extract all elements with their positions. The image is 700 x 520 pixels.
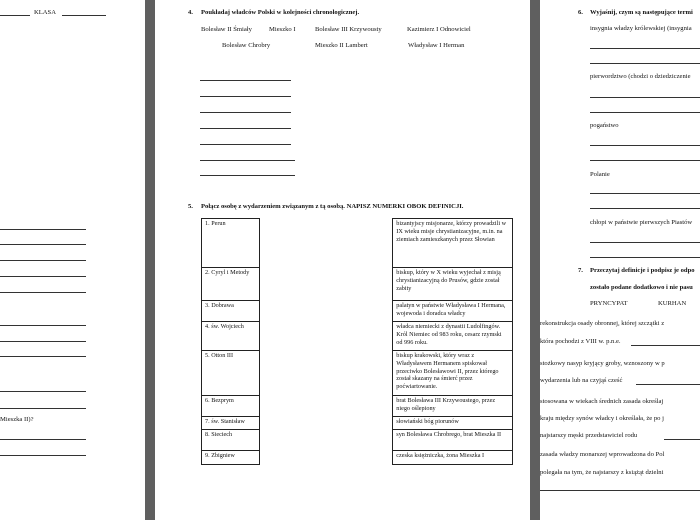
term-answer-line[interactable] (590, 97, 700, 98)
term-answer-line[interactable] (590, 193, 700, 194)
table-row (202, 396, 513, 417)
person-cell: 2. Cyryl i Metody (202, 268, 260, 301)
term-label: chłopi w państwie pierwszych Piastów (590, 219, 693, 226)
term-label: insygnia władzy królewskiej (insygnia (590, 25, 692, 32)
answer-line[interactable] (0, 229, 86, 230)
task5-prompt: Połącz osobę z wydarzeniem związanym z tą osobą. NAPISZ NUMERKI OBOK DEFINICJI. (201, 203, 464, 210)
definition-cell[interactable]: władca niemiecki z dynastii Ludolfingów. Król Niemiec od 983 roku, cesarz rzymski od 996 roku. (393, 322, 513, 351)
question-tail: Mieszka II)? (0, 416, 34, 423)
definition-cell[interactable]: syn Bolesława Chrobrego, brat Mieszka II (393, 430, 513, 451)
ruler-option: Bolesław Chrobry (222, 42, 271, 49)
definition-text: stosowana w wiekach średnich zasada określaj (540, 398, 664, 405)
ruler-answer-line[interactable] (200, 96, 291, 97)
definition-text: rekonstrukcja osady obronnej, której szczątki z (540, 320, 665, 327)
term-answer-line[interactable] (590, 242, 700, 243)
ruler-option: Mieszko I (269, 26, 296, 33)
task7-prompt-line2: zostało podane dodatkowo i nie pasu (590, 284, 693, 291)
definition-answer-line[interactable] (540, 490, 700, 491)
definition-cell[interactable]: czeska księżniczka, żona Mieszka I (393, 451, 513, 465)
ruler-answer-line[interactable] (200, 112, 291, 113)
ruler-option: Kazimierz I Odnowiciel (407, 26, 471, 33)
term-answer-line[interactable] (590, 145, 700, 146)
word-option: PRYNCYPAT (590, 300, 628, 307)
term-answer-line[interactable] (590, 63, 700, 64)
answer-line[interactable] (0, 341, 86, 342)
term-answer-line[interactable] (590, 208, 700, 209)
definition-text: stożkowy nasyp kryjący groby, wznoszony w p (540, 360, 665, 367)
word-option: KURHAN (658, 300, 687, 307)
definition-answer-line[interactable] (631, 345, 700, 346)
definition-text: zasada władzy monarszej wprowadzona do Pol (540, 451, 665, 458)
person-cell: 4. św. Wojciech (202, 322, 260, 351)
definition-answer-line[interactable] (636, 384, 700, 385)
table-row (202, 219, 513, 268)
term-answer-line[interactable] (590, 160, 700, 161)
answer-line[interactable] (0, 244, 86, 245)
term-answer-line[interactable] (590, 257, 700, 258)
task4-prompt: Poukładaj władców Polski w kolejności chronologicznej. (201, 9, 360, 16)
ruler-answer-line[interactable] (200, 128, 291, 129)
definition-cell[interactable]: biskup, który w X wieku wyjechał z misją chrystianizacyjną do Prusów, gdzie został zabity (393, 268, 513, 301)
person-cell: 7. św. Stanisław (202, 417, 260, 430)
table-row (202, 417, 513, 430)
ruler-option: Mieszko II Lambert (315, 42, 368, 49)
table-row (202, 430, 513, 451)
ruler-answer-line[interactable] (200, 144, 291, 145)
definition-text: wydarzenia lub na czyjąś cześć (540, 377, 623, 384)
person-cell: 9. Zbigniew (202, 451, 260, 465)
term-label: Polanie (590, 171, 610, 178)
answer-line[interactable] (0, 408, 86, 409)
ruler-option: Bolesław II Śmiały (201, 26, 252, 33)
table-row (202, 268, 513, 301)
ruler-answer-line[interactable] (200, 160, 295, 161)
term-label: pierwordztwo (chodzi o dziedziczenie (590, 73, 691, 80)
middle-page (155, 0, 530, 520)
task7-prompt-line1: Przeczytaj definicje i podpisz je odpo (590, 267, 695, 274)
ruler-option: Władysław I Herman (408, 42, 465, 49)
answer-line[interactable] (0, 292, 86, 293)
answer-line[interactable] (0, 391, 86, 392)
klasa-answer-line[interactable] (62, 15, 106, 16)
definition-cell[interactable]: palatyn w państwie Władysława I Hermana, wojewoda i doradca władcy (393, 301, 513, 322)
answer-line[interactable] (0, 356, 86, 357)
definition-cell[interactable]: biskup krakowski, który wraz z Władysławem Hermanem spiskował przeciwko Bolesławowi II, przez którego został skazany na śmierć przez poćwiartowanie. (393, 351, 513, 396)
ruler-answer-line[interactable] (200, 80, 291, 81)
table-row (202, 451, 513, 465)
definition-answer-line[interactable] (664, 439, 700, 440)
ruler-option: Bolesław III Krzywousty (315, 26, 382, 33)
answer-line[interactable] (0, 325, 86, 326)
definition-cell[interactable]: brat Bolesława III Krzywoustego, przez niego oślepiony (393, 396, 513, 417)
right-page (540, 0, 700, 520)
term-answer-line[interactable] (590, 112, 700, 113)
definition-cell[interactable]: bizantyjscy misjonarze, którzy prowadzili w IX wieku misje chrystianizacyjne, m.in. na ziemiach zamieszkanych przez Słowian (393, 219, 513, 268)
definition-text: najstarszy męski przedstawiciel rodu (540, 432, 638, 439)
name-answer-line[interactable] (0, 15, 30, 16)
term-label: pogaństwo (590, 122, 619, 129)
definition-cell[interactable]: słowiański bóg piorunów (393, 417, 513, 430)
task7-number: 7. (578, 267, 583, 274)
definition-text: która pochodzi z VIII w. p.n.e. (540, 338, 621, 345)
task5-number: 5. (188, 203, 193, 210)
left-page (0, 0, 145, 520)
task6-number: 6. (578, 9, 583, 16)
person-cell: 1. Perun (202, 219, 260, 268)
definition-text: polegała na tym, że najstarszy z książąt dzielni (540, 469, 664, 476)
matching-table (201, 218, 513, 465)
answer-line[interactable] (0, 260, 86, 261)
answer-line[interactable] (0, 455, 86, 456)
person-cell: 5. Otton III (202, 351, 260, 396)
task6-prompt: Wyjaśnij, czym są następujące termi (590, 9, 693, 16)
person-cell: 6. Bezprym (202, 396, 260, 417)
table-row (202, 322, 513, 351)
klasa-label: KLASA (34, 9, 56, 16)
task4-number: 4. (188, 9, 193, 16)
table-row (202, 351, 513, 396)
definition-text: kraju między synów władcy i określała, że po j (540, 415, 664, 422)
table-row (202, 301, 513, 322)
answer-line[interactable] (0, 439, 86, 440)
person-cell: 3. Dobrawa (202, 301, 260, 322)
term-answer-line[interactable] (590, 48, 700, 49)
ruler-answer-line[interactable] (200, 175, 295, 176)
person-cell: 8. Sieciech (202, 430, 260, 451)
answer-line[interactable] (0, 276, 86, 277)
